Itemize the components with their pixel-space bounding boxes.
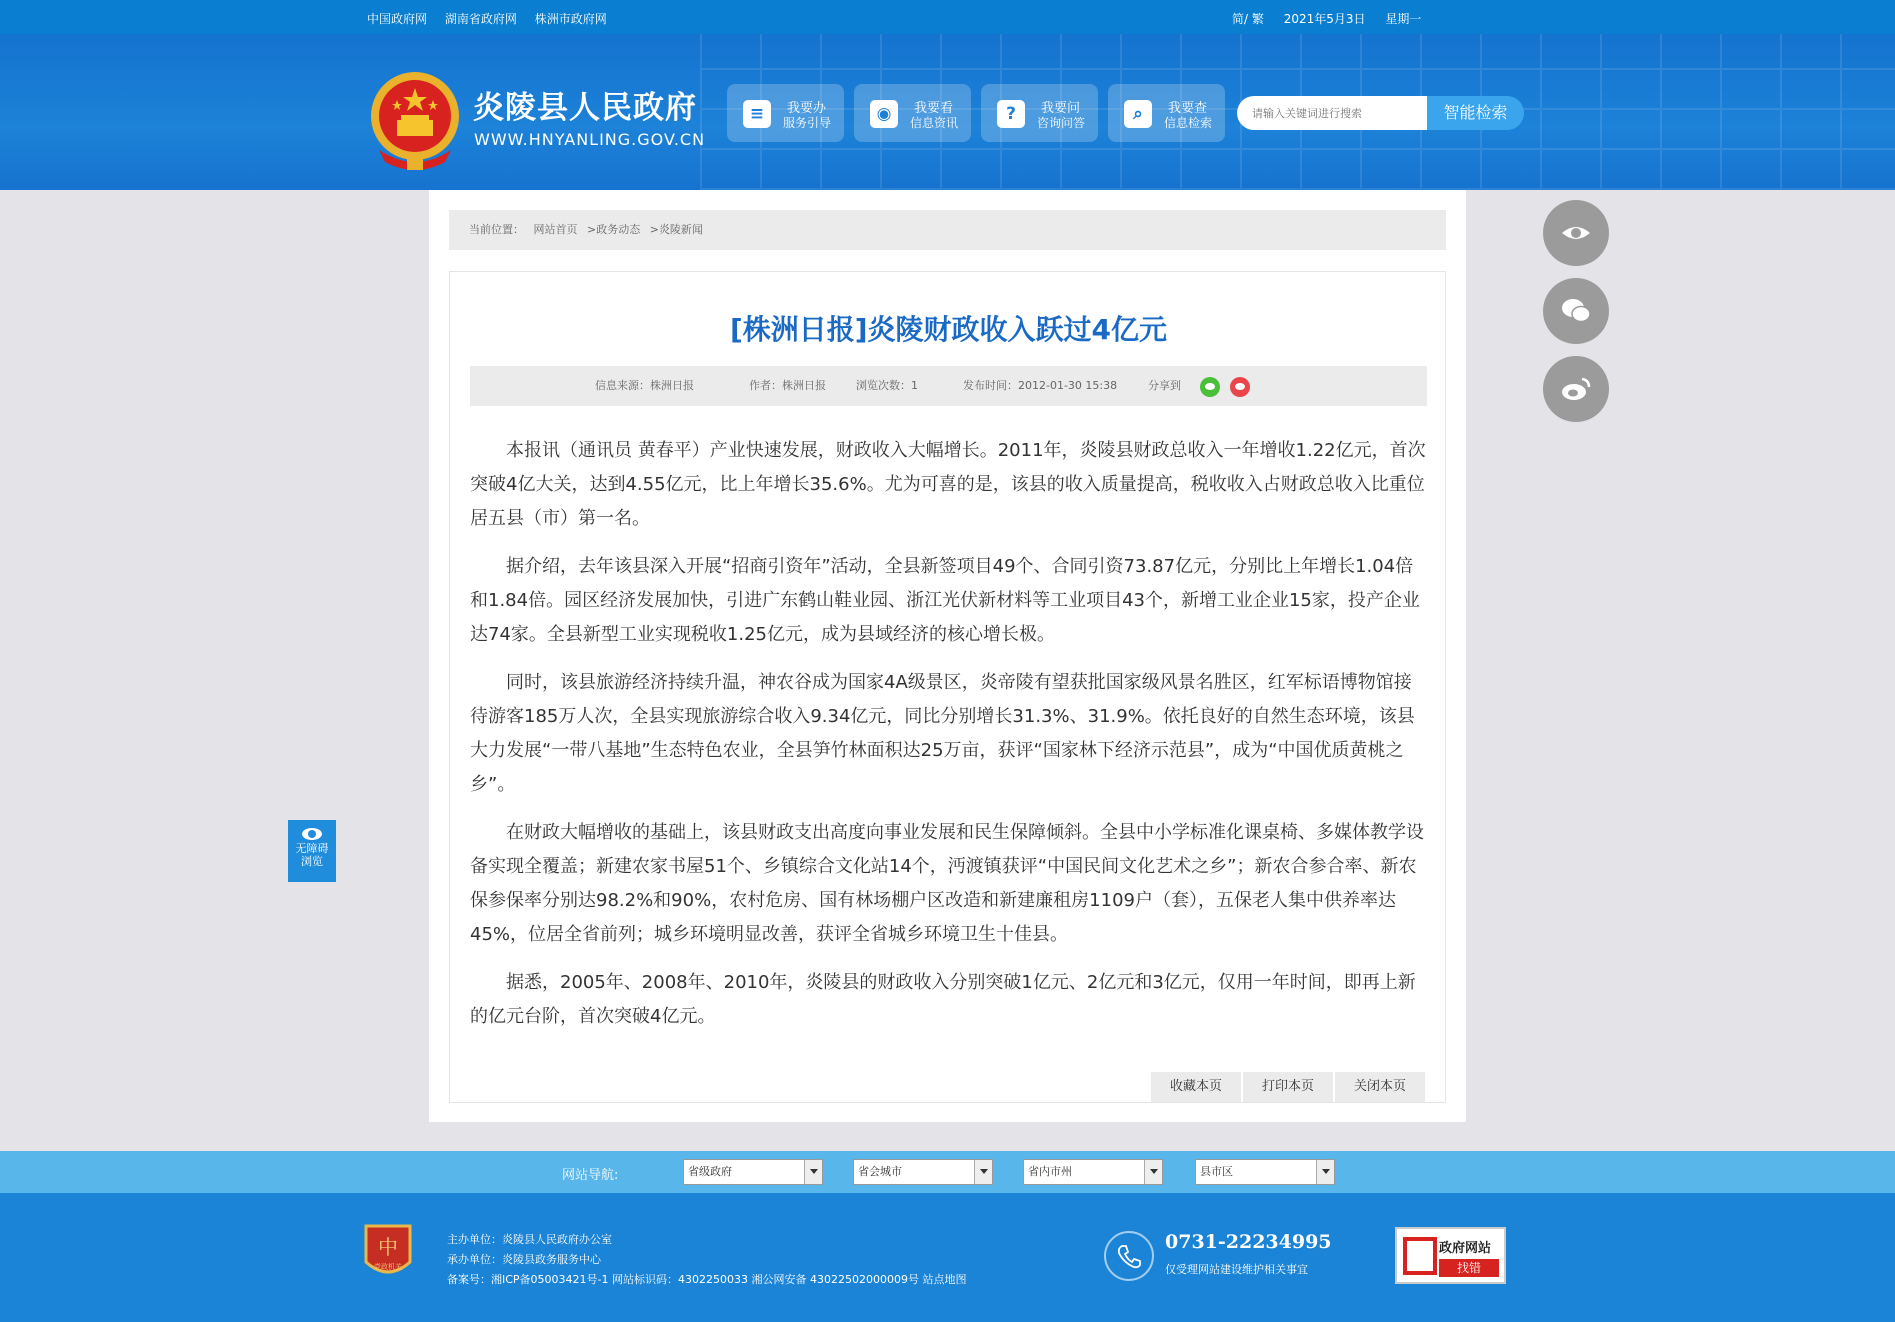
findbug-action: 找错 bbox=[1439, 1259, 1499, 1277]
float-wechat-button[interactable] bbox=[1543, 278, 1609, 344]
top-links bbox=[367, 10, 621, 27]
site-footer bbox=[0, 1193, 1895, 1322]
breadcrumb bbox=[449, 210, 1446, 250]
meta-share-label: 分享到 bbox=[1148, 379, 1181, 392]
contact-phone-note: 仅受理网站建设维护相关事宜 bbox=[1165, 1263, 1308, 1276]
document-icon: ≡ bbox=[743, 100, 771, 128]
select-value: 省会城市 bbox=[858, 1165, 902, 1178]
article-body bbox=[470, 434, 1427, 1048]
footer-info bbox=[447, 1230, 966, 1290]
question-icon: ? bbox=[997, 100, 1025, 128]
search-input[interactable] bbox=[1237, 96, 1427, 130]
article-paragraph: 同时，该县旅游经济持续升温，神农谷成为国家4A级景区，炎帝陵有望获批国家级风景名胜区，红军标语博物馆接待游客185万人次，全县实现旅游综合收入9.34亿元，同比分别增长31.3%、31.9%。依托良好的自然生态环境，该县大力发展“一带八基地”生态特色农业，全县笋竹林面积达25万亩，获评“国家林下经济示范县”，成为“中国优质黄桃之乡”。 bbox=[470, 672, 1415, 795]
weibo-share-icon[interactable] bbox=[1230, 377, 1250, 397]
site-url: WWW.HNYANLING.GOV.CN bbox=[474, 130, 706, 149]
chevron-down-icon bbox=[974, 1160, 992, 1184]
select-county[interactable] bbox=[1195, 1159, 1335, 1185]
select-value: 县市区 bbox=[1200, 1165, 1233, 1178]
meta-author: 作者：株洲日报 bbox=[749, 379, 826, 392]
main-content bbox=[429, 190, 1466, 1122]
national-emblem-icon[interactable] bbox=[367, 70, 463, 172]
chevron-down-icon bbox=[1144, 1160, 1162, 1184]
breadcrumb-news[interactable]: >炎陵新闻 bbox=[649, 223, 703, 236]
site-name[interactable]: 炎陵县人民政府 bbox=[473, 90, 697, 126]
top-right-info bbox=[1232, 10, 1437, 27]
accessibility-label-2: 浏览 bbox=[301, 855, 323, 868]
quick-subtitle: 服务引导 bbox=[783, 116, 832, 130]
accessibility-icon bbox=[302, 828, 322, 840]
site-navigation-bar bbox=[0, 1151, 1895, 1193]
quick-info-news[interactable] bbox=[854, 84, 971, 142]
breadcrumb-home[interactable]: 网站首页 bbox=[533, 223, 578, 236]
article-meta bbox=[470, 366, 1427, 406]
chevron-down-icon bbox=[804, 1160, 822, 1184]
quick-title: 我要问 bbox=[1041, 101, 1081, 116]
top-bar bbox=[0, 0, 1895, 34]
eye-icon bbox=[1560, 217, 1592, 249]
print-button[interactable]: 打印本页 bbox=[1243, 1072, 1333, 1102]
gov-site-find-error-button[interactable] bbox=[1395, 1227, 1506, 1284]
meta-source: 信息来源：株洲日报 bbox=[595, 379, 694, 392]
top-link-hunan[interactable]: 湖南省政府网 bbox=[444, 12, 517, 26]
article-title: [株洲日报]炎陵财政收入跃过4亿元 bbox=[729, 313, 1168, 346]
breadcrumb-affairs[interactable]: >政务动态 bbox=[587, 223, 641, 236]
eye-icon: ◉ bbox=[870, 100, 898, 128]
search-icon: ⌕ bbox=[1124, 100, 1152, 128]
party-gov-badge-icon[interactable] bbox=[362, 1222, 414, 1282]
select-provincial-gov[interactable] bbox=[683, 1159, 823, 1185]
accessibility-label-1: 无障碍 bbox=[295, 842, 329, 855]
quick-subtitle: 咨询问答 bbox=[1037, 116, 1086, 130]
wechat-icon bbox=[1560, 295, 1592, 327]
svg-text:党政机关: 党政机关 bbox=[374, 1263, 402, 1271]
article-paragraph: 在财政大幅增收的基础上，该县财政支出高度向事业发展和民生保障倾斜。全县中小学标准化课桌椅、多媒体教学设备实现全覆盖；新建农家书屋51个、乡镇综合文化站14个，沔渡镇获评“中国民间文化艺术之乡”；新农合参合率、新农保参保率分别达98.2%和90%，农村危房、国有林场棚户区改造和新建廉租房1109户（套），五保老人集中供养率达45%，位居全省前列；城乡环境明显改善，获评全省城乡环境卫生十佳县。 bbox=[470, 822, 1424, 945]
current-date: 2021年5月3日 bbox=[1283, 12, 1366, 26]
footer-organizer: 承办单位：炎陵县政务服务中心 bbox=[447, 1253, 601, 1266]
footer-record[interactable]: 备案号：湘ICP备05003421号-1 网站标识码：4302250033 湘公网安备 43022502000009号 站点地图 bbox=[447, 1273, 967, 1286]
wechat-share-icon[interactable] bbox=[1200, 377, 1220, 397]
bookmark-button[interactable]: 收藏本页 bbox=[1151, 1072, 1241, 1102]
float-view-button[interactable] bbox=[1543, 200, 1609, 266]
quick-subtitle: 信息检索 bbox=[1164, 116, 1213, 130]
current-weekday: 星期一 bbox=[1385, 12, 1422, 26]
quick-consult-qa[interactable] bbox=[981, 84, 1098, 142]
phone-icon bbox=[1104, 1231, 1154, 1281]
quick-subtitle: 信息资讯 bbox=[910, 116, 959, 130]
site-header bbox=[0, 34, 1895, 190]
float-weibo-button[interactable] bbox=[1543, 356, 1609, 422]
quick-title: 我要办 bbox=[787, 101, 827, 116]
svg-text:中: 中 bbox=[378, 1235, 398, 1259]
language-switch[interactable]: 简/ 繁 bbox=[1232, 12, 1264, 26]
meta-time: 发布时间：2012-01-30 15:38 bbox=[963, 379, 1118, 392]
quick-title: 我要看 bbox=[914, 101, 954, 116]
article-paragraph: 本报讯（通讯员 黄春平）产业快速发展，财政收入大幅增长。2011年，炎陵县财政总收入一年增收1.22亿元，首次突破4亿大关，达到4.55亿元，比上年增长35.6%。尤为可喜的是，该县的收入质量提高，税收收入占财政总收入比重位居五县（市）第一名。 bbox=[470, 440, 1426, 529]
article-paragraph: 据介绍，去年该县深入开展“招商引资年”活动，全县新签项目49个、合同引资73.87亿元，分别比上年增长1.04倍和1.84倍。园区经济发展加快，引进广东鹤山鞋业园、浙江光伏新材料等工业项目43个，新增工业企业15家，投产企业达74家。全县新型工业实现税收1.25亿元，成为县域经济的核心增长极。 bbox=[470, 556, 1420, 645]
weibo-icon bbox=[1560, 373, 1592, 405]
meta-views: 浏览次数：1 bbox=[856, 379, 918, 392]
footer-host: 主办单位：炎陵县人民政府办公室 bbox=[447, 1233, 612, 1246]
breadcrumb-label: 当前位置： bbox=[469, 223, 524, 236]
top-link-gov[interactable]: 中国政府网 bbox=[367, 12, 428, 26]
top-link-zhuzhou[interactable]: 株洲市政府网 bbox=[534, 12, 607, 26]
findbug-title: 政府网站 bbox=[1439, 1241, 1492, 1256]
quick-service-guide[interactable] bbox=[727, 84, 844, 142]
search-button[interactable]: 智能检索 bbox=[1427, 96, 1524, 130]
quick-title: 我要查 bbox=[1168, 101, 1208, 116]
select-province-city[interactable] bbox=[1023, 1159, 1163, 1185]
article bbox=[449, 271, 1446, 1103]
magnifier-icon bbox=[1403, 1237, 1437, 1275]
select-capital-city[interactable] bbox=[853, 1159, 993, 1185]
nav-label: 网站导航: bbox=[562, 1168, 619, 1183]
article-actions bbox=[1149, 1072, 1425, 1102]
chevron-down-icon bbox=[1316, 1160, 1334, 1184]
article-paragraph: 据悉，2005年、2008年、2010年，炎陵县的财政收入分别突破1亿元、2亿元和3亿元，仅用一年时间，即再上新的亿元台阶，首次突破4亿元。 bbox=[470, 972, 1416, 1027]
quick-info-search[interactable] bbox=[1108, 84, 1225, 142]
accessibility-button[interactable] bbox=[288, 820, 336, 882]
select-value: 省内市州 bbox=[1028, 1165, 1072, 1178]
close-page-button[interactable]: 关闭本页 bbox=[1335, 1072, 1425, 1102]
contact-phone: 0731-22234995 bbox=[1165, 1231, 1332, 1253]
select-value: 省级政府 bbox=[688, 1165, 732, 1178]
